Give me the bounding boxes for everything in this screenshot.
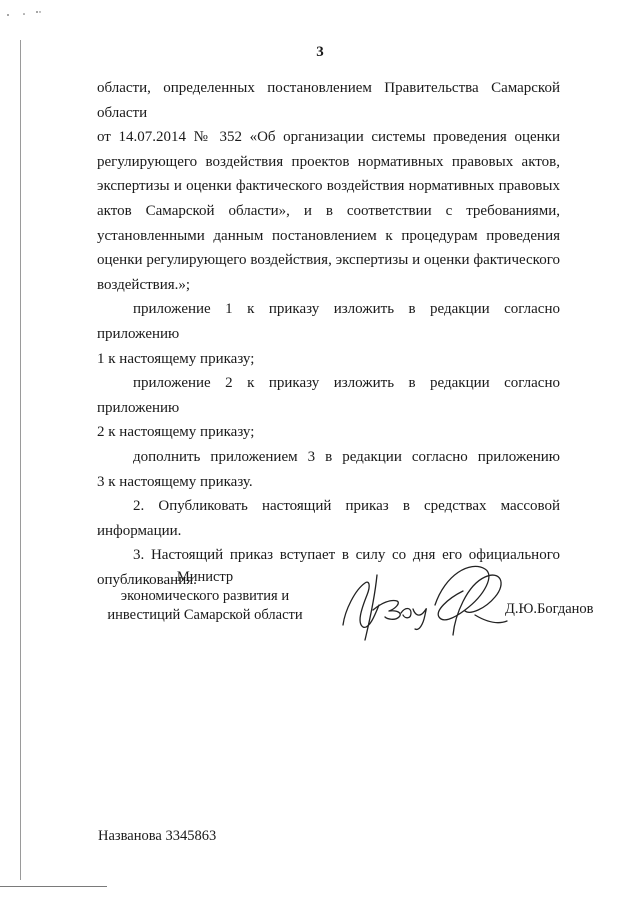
signatory-title-line: Министр — [176, 569, 234, 585]
signatory-title — [100, 568, 310, 625]
paragraph-line: приложение 2 к приказу изложить в редакции согласно приложению — [97, 375, 560, 416]
handwritten-signature — [335, 555, 525, 645]
document-body — [97, 76, 560, 592]
paragraph-line: установленными данным постановлением к процедурам проведения — [97, 227, 560, 244]
paragraph-line: актов Самарской области», и в соответствии с требованиями, — [97, 202, 560, 219]
signatory-title-line: экономического развития и — [120, 588, 290, 604]
paragraph-line: экспертизы и оценки фактического воздействия нормативных правовых — [97, 178, 560, 195]
signatory-title-line: инвестиций Самарской области — [107, 607, 303, 623]
paragraph-line: 2. Опубликовать настоящий приказ в средствах массовой — [133, 498, 560, 515]
paragraph-line: области, определенных постановлением Правительства Самарской области — [97, 80, 560, 121]
scan-artifact — [4, 6, 44, 16]
paragraph-line: воздействия.»; — [97, 276, 191, 293]
paragraph-line: регулирующего воздействия проектов нормативных правовых актов, — [97, 153, 560, 170]
page-number: 3 — [316, 44, 324, 60]
footer-rule — [0, 886, 107, 887]
paragraph-line: 3. Настоящий приказ вступает в силу со дня его официального — [133, 547, 560, 564]
paragraph-line: от 14.07.2014 № 352 «Об организации системы проведения оценки — [97, 129, 560, 146]
paragraph-line: оценки регулирующего воздействия, экспертизы и оценки фактического — [97, 252, 560, 269]
paragraph-line: дополнить приложением 3 в редакции согласно приложению — [133, 448, 560, 465]
executor-contact: Названова 3345863 — [98, 828, 217, 844]
paragraph-line: 1 к настоящему приказу; — [97, 350, 255, 367]
paragraph-line: приложение 1 к приказу изложить в редакции согласно приложению — [97, 301, 560, 342]
scan-margin-line — [20, 40, 21, 880]
paragraph-line: 3 к настоящему приказу. — [97, 473, 253, 490]
paragraph-line: 2 к настоящему приказу; — [97, 424, 255, 441]
paragraph-line: опубликования. — [97, 571, 197, 588]
signer-name: Д.Ю.Богданов — [505, 601, 594, 617]
paragraph-line: информации. — [97, 522, 182, 539]
